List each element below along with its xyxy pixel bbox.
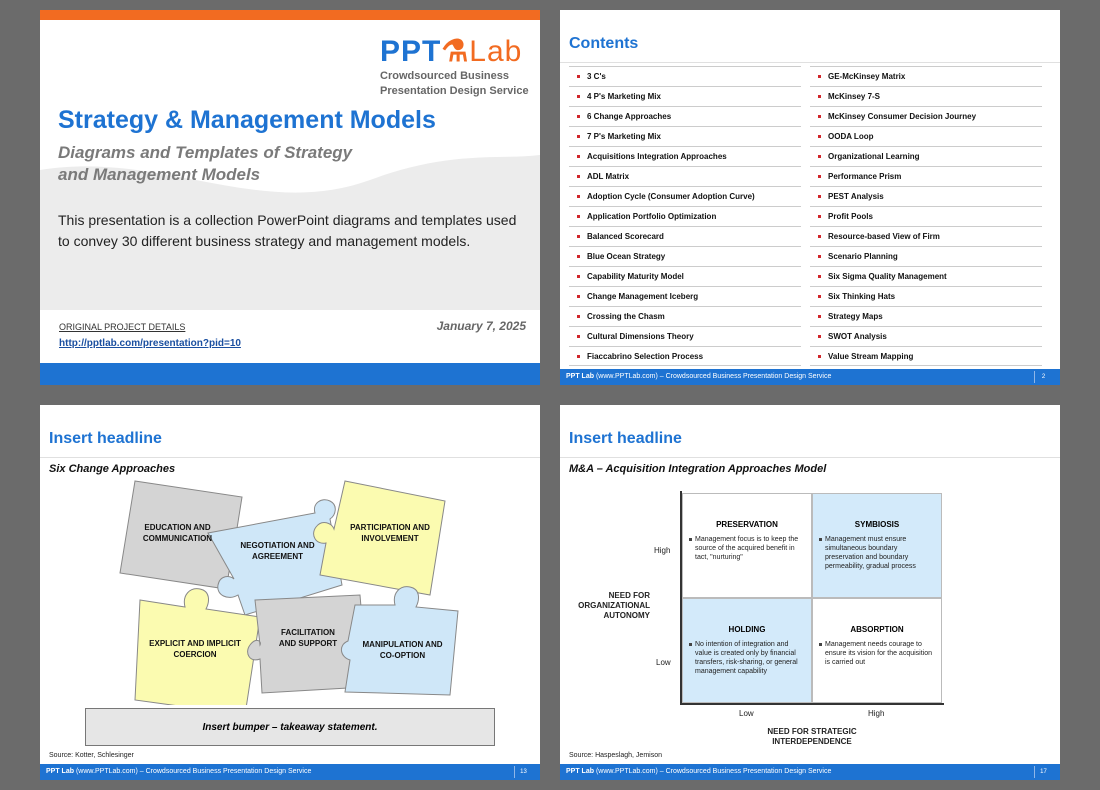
- contents-item[interactable]: 3 C's: [569, 66, 801, 86]
- page-number: 2: [1034, 371, 1052, 383]
- presentation-title: Strategy & Management Models: [58, 106, 436, 134]
- contents-item[interactable]: Change Management Iceberg: [569, 286, 801, 306]
- contents-item[interactable]: Scenario Planning: [810, 246, 1042, 266]
- contents-item[interactable]: GE-McKinsey Matrix: [810, 66, 1042, 86]
- y-axis-title: NEED FOR ORGANIZATIONAL AUTONOMY: [578, 591, 650, 620]
- contents-item[interactable]: PEST Analysis: [810, 186, 1042, 206]
- contents-item[interactable]: McKinsey Consumer Decision Journey: [810, 106, 1042, 126]
- cell-holding: HOLDING No intention of integration and value is created only by financial transfers, risk-sharing, or general management capability: [682, 598, 812, 703]
- label-coercion: EXPLICIT AND IMPLICIT COERCION: [149, 639, 241, 659]
- y-high-label: High: [654, 546, 671, 555]
- label-negotiation: NEGOTIATION AND AGREEMENT: [240, 541, 315, 561]
- x-low-label: Low: [739, 709, 754, 718]
- takeaway-bumper: Insert bumper – takeaway statement.: [85, 708, 495, 746]
- label-education: EDUCATION AND COMMUNICATION: [142, 523, 213, 543]
- tagline: Crowdsourced Business Presentation Design Service: [380, 70, 529, 97]
- slide-footer: PPT Lab (www.PPTLab.com) – Crowdsourced Business Presentation Design Service 2: [560, 369, 1060, 385]
- label-facilitation: FACILITATION AND SUPPORT: [278, 628, 338, 648]
- label-manipulation: MANIPULATION AND CO-OPTION: [362, 640, 443, 660]
- cell-symbiosis: SYMBIOSIS Management must ensure simultaneous boundary preservation and boundary permeability, gradual process: [812, 493, 942, 598]
- presentation-date: January 7, 2025: [436, 319, 526, 333]
- slide-headline: Contents: [569, 35, 639, 52]
- bottom-bar: [40, 363, 540, 385]
- contents-item[interactable]: Balanced Scorecard: [569, 226, 801, 246]
- contents-item[interactable]: Adoption Cycle (Consumer Adoption Curve): [569, 186, 801, 206]
- contents-item[interactable]: 6 Change Approaches: [569, 106, 801, 126]
- page-number: 13: [514, 766, 532, 778]
- pptlab-logo: PPT⚗Lab: [380, 35, 523, 68]
- contents-item[interactable]: Cultural Dimensions Theory: [569, 326, 801, 346]
- contents-item[interactable]: Fiaccabrino Selection Process: [569, 346, 801, 366]
- project-details-label: ORIGINAL PROJECT DETAILS: [59, 322, 186, 332]
- contents-item[interactable]: Six Thinking Hats: [810, 286, 1042, 306]
- contents-item[interactable]: Strategy Maps: [810, 306, 1042, 326]
- contents-item[interactable]: OODA Loop: [810, 126, 1042, 146]
- presentation-subtitle: Diagrams and Templates of Strategy and Management Models: [58, 143, 353, 184]
- contents-right-column: [810, 66, 1042, 366]
- contents-item[interactable]: Application Portfolio Optimization: [569, 206, 801, 226]
- contents-item[interactable]: Six Sigma Quality Management: [810, 266, 1042, 286]
- source-note: Source: Haspeslagh, Jemison: [569, 752, 662, 759]
- change-approaches-slide[interactable]: [40, 405, 540, 780]
- contents-item[interactable]: Organizational Learning: [810, 146, 1042, 166]
- page-number: 17: [1034, 766, 1052, 778]
- contents-slide[interactable]: [560, 10, 1060, 385]
- headline-divider: [560, 457, 1060, 458]
- headline-divider: [560, 62, 1060, 63]
- contents-item[interactable]: Blue Ocean Strategy: [569, 246, 801, 266]
- contents-item[interactable]: 4 P's Marketing Mix: [569, 86, 801, 106]
- x-axis-title: NEED FOR STRATEGIC INTERDEPENDENCE: [767, 727, 857, 746]
- cell-absorption: ABSORPTION Management needs courage to ensure its vision for the acquisition is carried out: [812, 598, 942, 703]
- acquisition-integration-slide[interactable]: [560, 405, 1060, 780]
- project-link[interactable]: http://pptlab.com/presentation?pid=10: [59, 338, 241, 349]
- source-note: Source: Kotter, Schlesinger: [49, 752, 134, 759]
- x-axis: [680, 703, 944, 705]
- contents-left-column: [569, 66, 801, 366]
- presentation-description: This presentation is a collection PowerPoint diagrams and templates used to convey 30 different business strategy and management models.: [58, 212, 517, 249]
- contents-item[interactable]: Capability Maturity Model: [569, 266, 801, 286]
- cell-preservation: PRESERVATION Management focus is to keep the source of the acquired benefit in tact, "nurturing": [682, 493, 812, 598]
- x-high-label: High: [868, 709, 885, 718]
- y-low-label: Low: [656, 658, 671, 667]
- label-participation: PARTICIPATION AND INVOLVEMENT: [350, 523, 430, 543]
- contents-item[interactable]: Profit Pools: [810, 206, 1042, 226]
- slide-subtitle: M&A – Acquisition Integration Approaches Model: [569, 463, 827, 475]
- contents-item[interactable]: Resource-based View of Firm: [810, 226, 1042, 246]
- slide-headline: Insert headline: [49, 430, 162, 447]
- contents-item[interactable]: McKinsey 7-S: [810, 86, 1042, 106]
- contents-item[interactable]: 7 P's Marketing Mix: [569, 126, 801, 146]
- contents-item[interactable]: Acquisitions Integration Approaches: [569, 146, 801, 166]
- y-axis: [680, 491, 682, 705]
- contents-item[interactable]: Value Stream Mapping: [810, 346, 1042, 366]
- contents-item[interactable]: Performance Prism: [810, 166, 1042, 186]
- slide-headline: Insert headline: [569, 430, 682, 447]
- contents-item[interactable]: ADL Matrix: [569, 166, 801, 186]
- contents-item[interactable]: Crossing the Chasm: [569, 306, 801, 326]
- slide-subtitle: Six Change Approaches: [49, 463, 176, 475]
- flask-icon: ⚗: [441, 35, 470, 68]
- slide-footer: PPT Lab (www.PPTLab.com) – Crowdsourced Business Presentation Design Service 17: [560, 764, 1060, 780]
- title-slide[interactable]: [40, 10, 540, 385]
- contents-item[interactable]: SWOT Analysis: [810, 326, 1042, 346]
- slide-footer: PPT Lab (www.PPTLab.com) – Crowdsourced Business Presentation Design Service 13: [40, 764, 540, 780]
